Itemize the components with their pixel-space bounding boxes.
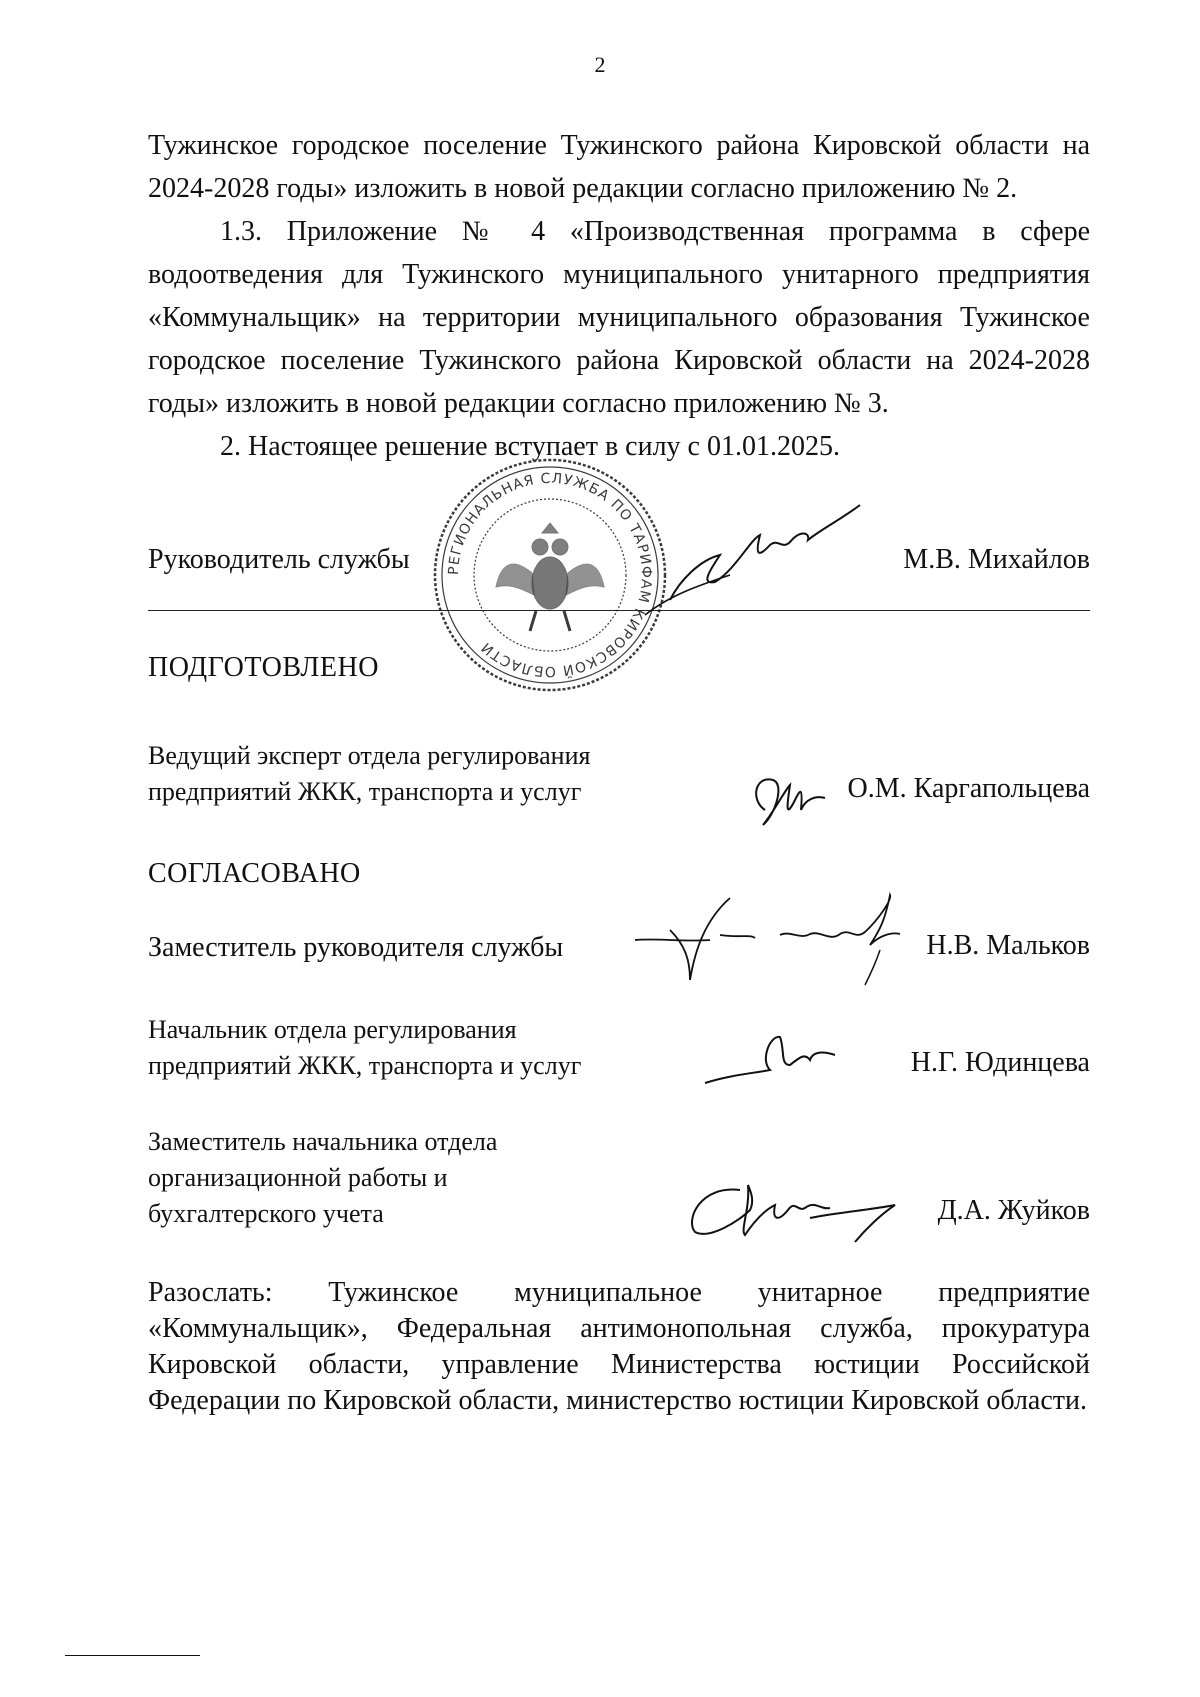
agreed-signer-2-line-2: предприятий ЖКК, транспорта и услуг <box>148 1051 582 1080</box>
separator-line <box>148 610 1090 611</box>
agreed-signer-1-signature-image <box>630 890 950 1000</box>
agreed-signer-2-signature-image <box>700 1025 840 1090</box>
agreed-signer-3-line-1: Заместитель начальника отдела <box>148 1127 498 1156</box>
agreed-signer-3-line-3: бухгалтерского учета <box>148 1199 384 1228</box>
agreed-signer-2-line-1: Начальник отдела регулирования <box>148 1015 517 1044</box>
distribution-list: Разослать: Тужинское муниципальное унитарное предприятие «Коммунальщик», Федеральная антимонопольная служба, прокуратура Кировской области, управление Министерства юстиции Российской Федерации по Кировской области, министерство юстиции Кировской области. <box>148 1277 1090 1416</box>
head-name: М.В. Михайлов <box>903 544 1090 575</box>
agreed-signer-3-signature-image <box>680 1170 920 1245</box>
agreed-signer-3-position <box>148 1124 497 1232</box>
prepared-position-line-1: Ведущий эксперт отдела регулирования <box>148 741 591 770</box>
head-signature-image <box>640 500 890 620</box>
head-position-label: Руководитель службы <box>148 544 410 575</box>
eagle-emblem-icon <box>496 523 604 631</box>
agreed-signer-3-line-2: организационной работы и <box>148 1163 448 1192</box>
agreed-signer-3-name: Д.А. Жуйков <box>937 1195 1090 1226</box>
agreed-signer-2-name: Н.Г. Юдинцева <box>910 1047 1090 1078</box>
paragraph-item-1-3: 1.3. Приложение № 4 «Производственная программа в сфере водоотведения для Тужинского муниципального унитарного предприятия «Коммунальщик» на территории муниципального образования Тужинское городское поселение Тужинского района Кировской области на 2024-2028 годы» изложить в новой редакции согласно приложению № 3. <box>148 216 1090 419</box>
agreed-signer-2-position <box>148 1012 581 1084</box>
seal-text: РЕГИОНАЛЬНАЯ СЛУЖБА ПО ТАРИФАМ КИРОВСКОЙ ОБЛАСТИ <box>445 470 655 680</box>
prepared-signature-image <box>745 770 830 835</box>
footnote-separator <box>65 1655 200 1656</box>
prepared-name: О.М. Каргапольцева <box>847 773 1090 804</box>
paragraph-continuation: Тужинское городское поселение Тужинского района Кировской области на 2024-2028 годы» изложить в новой редакции согласно приложению № 2. <box>148 130 1090 204</box>
official-seal <box>430 455 670 695</box>
agreed-heading: СОГЛАСОВАНО <box>148 858 361 889</box>
paragraph-effective-date: 2. Настоящее решение вступает в силу с 01.01.2025. <box>220 431 840 462</box>
prepared-position-line-2: предприятий ЖКК, транспорта и услуг <box>148 777 582 806</box>
prepared-position <box>148 738 590 810</box>
agreed-signer-1-name: Н.В. Мальков <box>926 930 1090 961</box>
agreed-signer-1-position: Заместитель руководителя службы <box>148 932 564 963</box>
page-number: 2 <box>594 52 606 77</box>
prepared-heading: ПОДГОТОВЛЕНО <box>148 652 379 683</box>
